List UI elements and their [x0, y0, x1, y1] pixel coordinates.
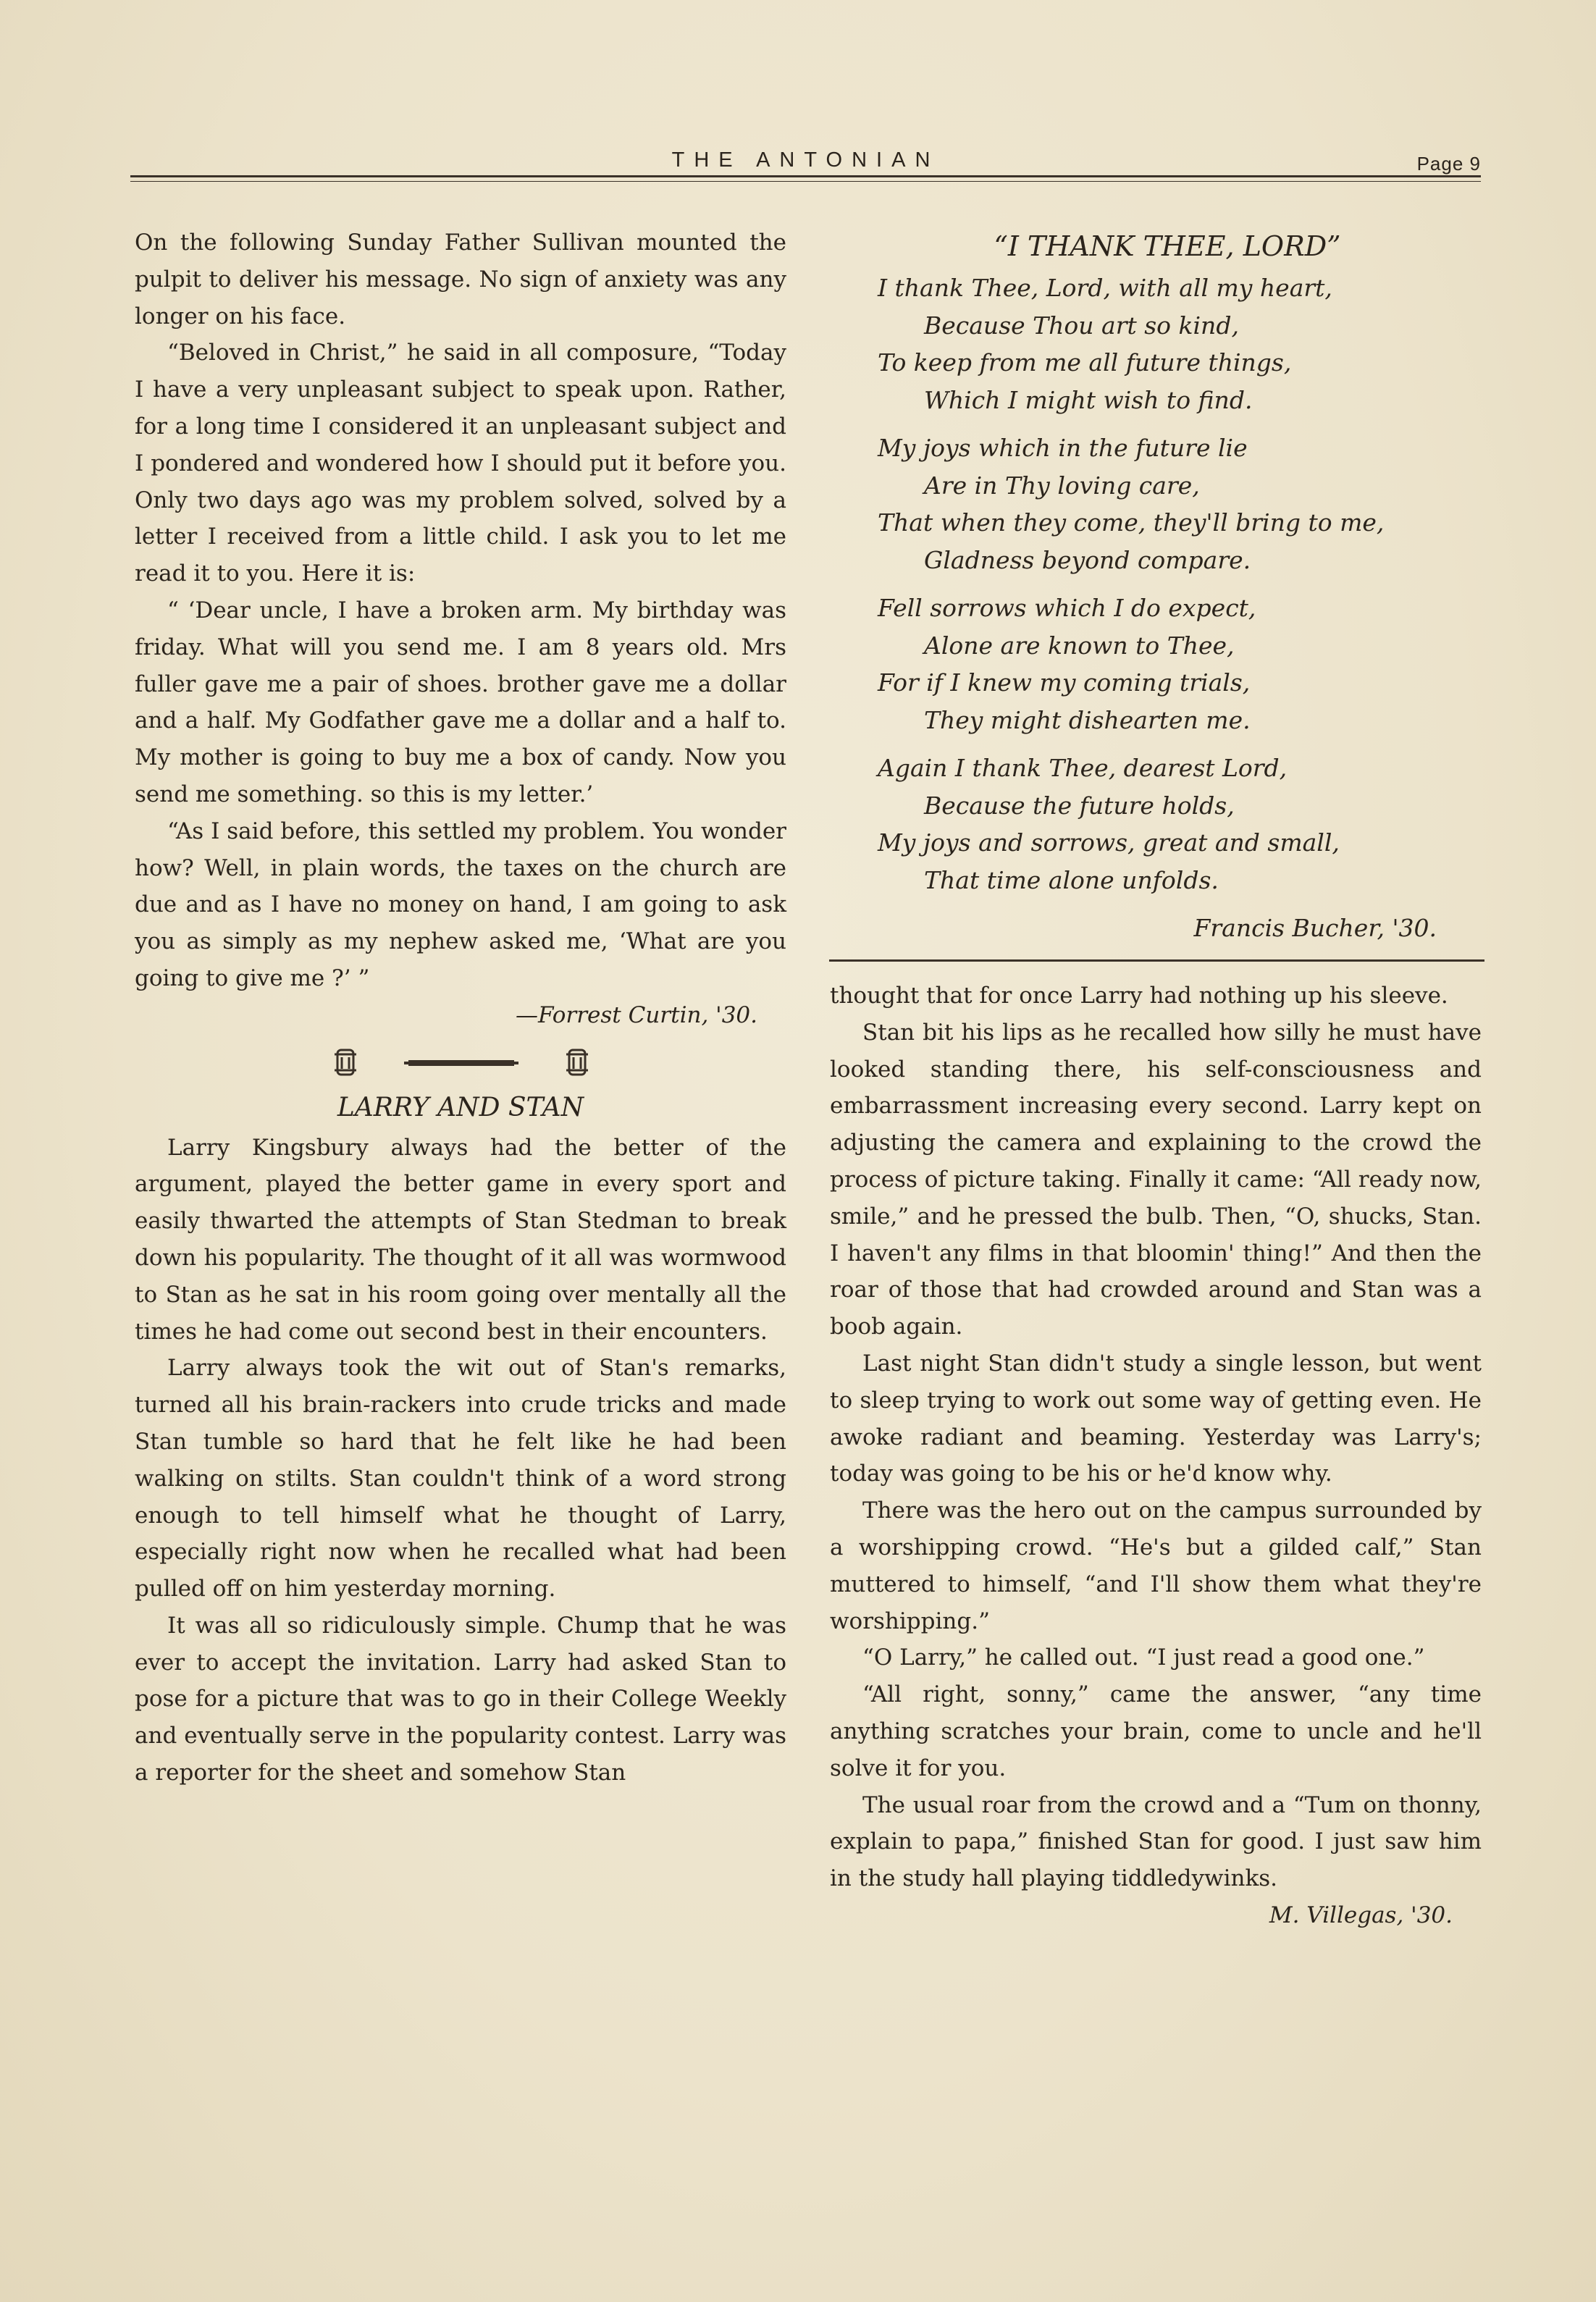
- poem-line: Which I might wish to find.: [924, 385, 1253, 414]
- poem-line: Are in Thy loving care,: [924, 471, 1200, 500]
- paragraph: Larry always took the wit out of Stan's remarks, turned all his brain-rackers into crude tricks and made Stan tumble so hard that he felt like he had been walking on stilts. Stan couldn't think of a word strong enough to tell himself what he thought of Larry, especially right now when he recalled what had been pulled off on him yesterday morning.: [135, 1355, 786, 1602]
- column-section-rule: [829, 959, 1484, 962]
- page-number: Page 9: [1416, 153, 1481, 175]
- poem-stanza: [878, 749, 1457, 899]
- header-rule: [130, 175, 1481, 177]
- paragraph: “Beloved in Christ,” he said in all composure, “Today I have a very unpleasant subject to speak upon. Rather, for a long time I considered it an unpleasant subject and I pondered and wondered how I should put it before you. Only two days ago was my problem solved, solved by a letter I received from a little child. I ask you to let me read it to you. Here it is:: [135, 340, 786, 587]
- poem-line: My joys which in the future lie: [878, 434, 1248, 462]
- poem-author: Francis Bucher, '30.: [1193, 914, 1437, 942]
- poem-line: Gladness beyond compare.: [924, 545, 1251, 574]
- poem-line: To keep from me all future things,: [878, 348, 1292, 377]
- paragraph: There was the hero out on the campus surrounded by a worshipping crowd. “He's but a gilded calf,” Stan muttered to himself, “and I'll show them what they're worshipping.”: [830, 1497, 1482, 1634]
- section-ornament: [135, 1041, 786, 1085]
- poem-line: That when they come, they'll bring to me,: [878, 508, 1385, 537]
- poem-line: Because Thou art so kind,: [924, 311, 1239, 340]
- poem-line: Because the future holds,: [924, 791, 1235, 820]
- paragraph: On the following Sunday Father Sullivan mounted the pulpit to deliver his message. No sign of anxiety was any longer on his face.: [135, 230, 786, 329]
- poem-line: My joys and sorrows, great and small,: [878, 828, 1340, 857]
- ornament-icon: [280, 1041, 642, 1085]
- poem: [878, 226, 1457, 947]
- paragraph: thought that for once Larry had nothing up his sleeve.: [830, 983, 1448, 1009]
- poem-line: Fell sorrows which I do expect,: [878, 594, 1256, 622]
- paragraph: The usual roar from the crowd and a “Tum on thonny, explain to papa,” finished Stan for good. I just saw him in the study hall playing tiddledywinks.: [830, 1791, 1482, 1892]
- poem-stanza: [878, 589, 1457, 739]
- poem-title: “I THANK THEE, LORD”: [994, 230, 1341, 262]
- paragraph: Larry Kingsbury always had the better of the argument, played the better game in every sport and easily thwarted the attempts of Stan Stedman to break down his popularity. The thought of it all was wormwood to Stan as he sat in his room going over mentally all the times he had come out second best in their encounters.: [135, 1134, 786, 1345]
- paragraph: “O Larry,” he called out. “I just read a good one.”: [862, 1644, 1425, 1671]
- paragraph: It was all so ridiculously simple. Chump that he was ever to accept the invitation. Larry had asked Stan to pose for a picture that was to go in their College Weekly and eventually serve in the popularity contest. Larry was a reporter for the sheet and somehow Stan: [135, 1612, 786, 1786]
- story-title: LARRY AND STAN: [337, 1092, 584, 1122]
- poem-line: Again I thank Thee, dearest Lord,: [878, 754, 1288, 782]
- poem-line: They might dishearten me.: [924, 705, 1251, 734]
- paragraph: “ ‘Dear uncle, I have a broken arm. My birthday was friday. What will you send me. I am 8 years old. Mrs fuller gave me a pair of shoes. brother gave me a dollar and a half. My Godfather gave me a dollar and a half to. My mother is going to buy me a box of candy. Now you send me something. so this is my letter.’: [135, 597, 786, 807]
- header-rule-thin: [130, 181, 1481, 182]
- poem-stanza: [878, 269, 1457, 419]
- paragraph: “All right, sonny,” came the answer, “any time anything scratches your brain, come to uncle and he'll solve it for you.: [830, 1681, 1482, 1781]
- poem-stanza: [878, 429, 1457, 579]
- paragraph: Last night Stan didn't study a single lesson, but went to sleep trying to work out some way of getting even. He awoke radiant and beaming. Yesterday was Larry's; today was going to be his or he'd know why.: [830, 1350, 1482, 1487]
- publication-title: THE ANTONIAN: [671, 148, 940, 172]
- poem-line: For if I knew my coming trials,: [878, 668, 1251, 697]
- author-signature: M. Villegas, '30.: [1269, 1902, 1453, 1928]
- author-signature: —Forrest Curtin, '30.: [515, 1001, 757, 1028]
- poem-line: I thank Thee, Lord, with all my heart,: [878, 274, 1332, 302]
- running-header: [130, 148, 1481, 177]
- right-column: [830, 978, 1482, 1934]
- paragraph: “As I said before, this settled my problem. You wonder how? Well, in plain words, the taxes on the church are due and as I have no money on hand, I am going to ask you as simply as my nephew asked me, ‘What are you going to give me ?’ ”: [135, 818, 786, 991]
- poem-line: Alone are known to Thee,: [924, 631, 1235, 660]
- left-column: [135, 224, 786, 1791]
- paragraph: Stan bit his lips as he recalled how silly he must have looked standing there, his self-consciousness and embarrassment increasing every second. Larry kept on adjusting the camera and explaining to the crowd the process of picture taking. Finally it came: “All ready now, smile,” and he pressed the bulb. Then, “O, shucks, Stan. I haven't any films in that bloomin' thing!” And then the roar of those that had crowded around and Stan was a boob again.: [830, 1019, 1482, 1340]
- poem-line: That time alone unfolds.: [924, 865, 1219, 894]
